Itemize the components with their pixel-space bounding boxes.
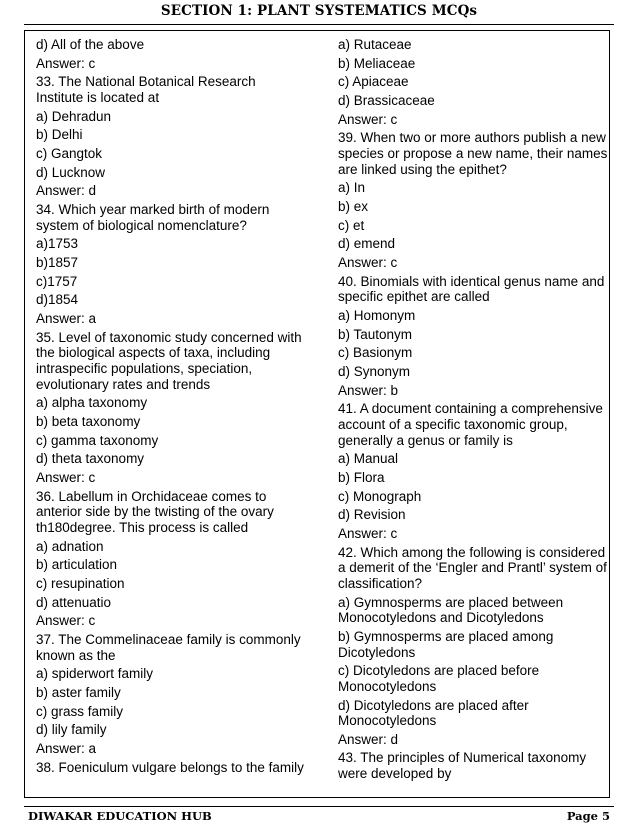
option-line: d) lily family: [36, 722, 107, 738]
answer-line: Answer: c: [36, 613, 96, 629]
question-text: 40. Binomials with identical genus name and specific epithet are called: [338, 273, 605, 305]
option-line: a) Gymnosperms are placed between Monocotyledons and Dicotyledons: [338, 594, 564, 626]
answer-line: Answer: c: [36, 470, 96, 486]
answer-line: Answer: c: [338, 111, 398, 127]
answer-line: Answer: b: [338, 382, 399, 398]
left-column: [36, 37, 306, 778]
answer-line: Answer: c: [338, 526, 398, 542]
option-line: b) Tautonym: [338, 326, 413, 342]
option-line: d) Brassicaceae: [338, 93, 435, 109]
option-line: c) Monograph: [338, 488, 422, 504]
option-line: c) et: [338, 217, 365, 233]
option-line: b) beta taxonomy: [36, 413, 141, 429]
question-text: 42. Which among the following is considered a demerit of the ‘Engler and Prantl’ system of classification?: [338, 544, 607, 591]
option-line: a)1753: [36, 236, 79, 252]
option-line: c) resupination: [36, 575, 125, 591]
question-text: 39. When two or more authors publish a new species or propose a new name, their names are linked using the epithet?: [338, 130, 608, 177]
option-line: b) Gymnosperms are placed among Dicotyledons: [338, 628, 554, 660]
option-line: c) gamma taxonomy: [36, 432, 159, 448]
option-line: c) grass family: [36, 703, 124, 719]
option-line: a) Homonym: [338, 308, 416, 324]
option-line: a) Dehradun: [36, 108, 112, 124]
question-text: 37. The Commelinaceae family is commonly known as the: [36, 632, 301, 663]
option-line: b) Meliaceae: [338, 55, 416, 71]
option-line: d) emend: [338, 236, 396, 252]
page-number: Page 5: [566, 809, 610, 823]
option-line: a) alpha taxonomy: [36, 395, 148, 411]
option-line: d) Revision: [338, 507, 406, 523]
option-line: a) In: [338, 180, 366, 196]
question-text: 33. The National Botanical Research Institute is located at: [36, 74, 256, 105]
option-line: d)1854: [36, 292, 79, 308]
option-line: c) Basionym: [338, 345, 413, 361]
answer-line: Answer: a: [36, 311, 97, 327]
option-line: c) Dicotyledons are placed before Monocotyledons: [338, 663, 540, 694]
option-line: c) Apiaceae: [338, 74, 409, 90]
option-line: b) Delhi: [36, 127, 83, 143]
option-line: b) articulation: [36, 557, 118, 573]
option-line: d) Dicotyledons are placed after Monocotyledons: [338, 697, 529, 729]
question-text: 36. Labellum in Orchidaceae comes to anterior side by the twisting of the ovary th180degree. This process is called: [36, 488, 274, 535]
header-divider: [24, 24, 614, 25]
question-text: 43. The principles of Numerical taxonomy were developed by: [338, 750, 587, 782]
option-line: d) attenuatio: [36, 594, 112, 610]
option-line: d) theta taxonomy: [36, 451, 145, 467]
question-text: 35. Level of taxonomic study concerned with the biological aspects of taxa, including intraspecific populations, speciation, evolutionary rates and trends: [36, 329, 302, 392]
option-line: d) Lucknow: [36, 164, 106, 180]
answer-line: Answer: d: [36, 183, 97, 199]
answer-line: Answer: a: [36, 741, 97, 757]
option-line: c) Gangtok: [36, 146, 103, 162]
footer-divider: [24, 806, 614, 807]
question-text: 38. Foeniculum vulgare belongs to the family: [36, 759, 304, 775]
option-line: a) Rutaceae: [338, 37, 412, 52]
option-line: a) adnation: [36, 538, 104, 554]
option-line: b) Flora: [338, 470, 385, 486]
option-line: b) ex: [338, 199, 369, 214]
option-line: d) All of the above: [36, 37, 145, 52]
right-column: [338, 37, 608, 785]
option-line: b) aster family: [36, 685, 121, 700]
option-line: b)1857: [36, 255, 79, 271]
option-line: d) Synonym: [338, 364, 411, 380]
question-text: 34. Which year marked birth of modern system of biological nomenclature?: [36, 202, 270, 233]
option-line: c)1757: [36, 273, 78, 289]
answer-line: Answer: c: [36, 55, 96, 71]
answer-line: Answer: d: [338, 731, 399, 747]
answer-line: Answer: c: [338, 255, 398, 271]
footer-publisher: DIWAKAR EDUCATION HUB: [28, 809, 212, 823]
question-text: 41. A document containing a comprehensive account of a specific taxonomic group, generally a genus or family is: [338, 401, 603, 448]
page-header: SECTION 1: PLANT SYSTEMATICS MCQs: [160, 3, 478, 19]
option-line: a) Manual: [338, 451, 399, 467]
option-line: a) spiderwort family: [36, 666, 154, 682]
